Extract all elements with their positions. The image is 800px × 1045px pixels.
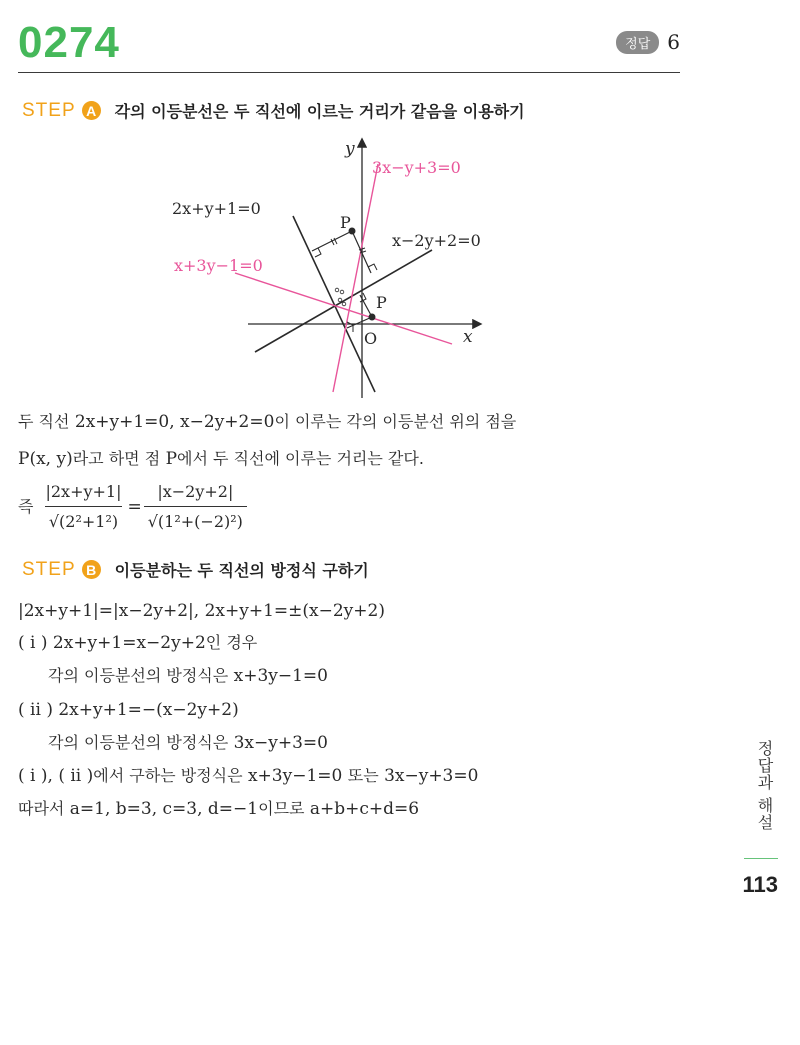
angle-mark [338,298,342,302]
text-line [18,764,478,788]
step-b-label: STEP [22,558,76,580]
text-span: 또는 [347,766,379,785]
axis-label-x: x [463,327,473,347]
text-span: 두 직선 [18,412,70,431]
figure-graph [150,130,510,402]
text-span: 따라서 [18,799,65,818]
eq-bisector2-label: 3x−y+3=0 [372,158,461,177]
section-tab: 정답과 해설 [755,740,774,832]
text-line [18,447,424,471]
angle-mark [342,302,346,306]
step-b-badge: B [82,560,101,579]
text-span: 인 경우 [205,633,258,652]
text-span: 라고 하면 점 [72,449,161,468]
fraction-denominator: √(2²+1²) [45,506,122,534]
text-span: 에서 두 직선에 이루는 거리는 같다. [177,449,424,468]
math-span: ( i ) 2x+y+1=x−2y+2 [18,633,206,653]
text-span: 각의 이등분선의 방정식은 [48,666,229,685]
equals-sign: = [127,497,142,517]
point-p-lower [369,314,376,321]
math-span: 3x−y+3=0 [233,733,328,753]
text-span: 이므로 [258,799,305,818]
header-divider [18,72,680,73]
point-p-upper-label: P [340,213,351,232]
text-span: 각의 이등분선의 방정식은 [48,733,229,752]
answer-value: 6 [667,30,680,54]
fraction-equation [18,480,249,534]
eq-line1-label: 2x+y+1=0 [172,199,261,218]
page-number: 113 [742,872,778,897]
angle-mark [335,288,339,292]
math-span: P [165,449,178,469]
text-line [18,698,239,722]
bisector-x-3y-1 [235,273,452,344]
text-line [18,410,516,434]
math-span: |2x+y+1|=|x−2y+2|, 2x+y+1=±(x−2y+2) [18,601,385,621]
text-line [18,731,328,755]
eq-line2-label: x−2y+2=0 [392,231,481,250]
axis-label-y: y [345,139,355,159]
bisector-3x-y-3 [333,164,378,392]
text-span: 에서 구하는 방정식은 [93,766,243,785]
math-span: a=1, b=3, c=3, d=−1 [69,799,259,819]
math-span: ( i ), ( ii ) [18,766,94,786]
step-a-heading [22,99,525,122]
text-span: 이 이루는 각의 이등분선 위의 점을 [274,412,517,431]
step-b-title: 이등분하는 두 직선의 방정식 구하기 [114,561,369,580]
fraction-right [144,480,247,534]
text-line [18,797,419,821]
text-line [18,664,328,688]
origin-label: O [364,329,378,348]
fraction-numerator: |2x+y+1| [45,482,122,501]
section-tab-divider [744,858,778,859]
step-a-badge: A [82,101,101,120]
math-span: x+3y−1=0 [247,766,343,786]
math-span: a+b+c+d=6 [309,799,420,819]
fraction-numerator: |x−2y+2| [157,482,234,501]
perp-lower-2 [347,317,372,328]
text-line [18,599,385,623]
fraction-denominator: √(1²+(−2)²) [144,506,247,534]
math-span: x+3y−1=0 [233,666,328,686]
math-span: P(x, y) [18,449,73,469]
point-p-lower-label: P [376,293,387,312]
problem-number: 0274 [18,18,120,67]
math-span: 3x−y+3=0 [384,766,479,786]
math-span: 2x+y+1=0, x−2y+2=0 [74,412,275,432]
text-line [18,631,257,655]
answer-area [616,30,680,54]
eq-bisector1-label: x+3y−1=0 [174,256,263,275]
step-b-heading [22,558,369,581]
angle-mark [340,290,344,294]
step-a-label: STEP [22,99,76,121]
math-span: ( ii ) 2x+y+1=−(x−2y+2) [18,700,239,720]
step-a-title: 각의 이등분선은 두 직선에 이르는 거리가 같음을 이용하기 [114,102,525,121]
text-span: 즉 [18,497,34,516]
answer-badge: 정답 [616,31,659,54]
fraction-left [41,480,125,534]
